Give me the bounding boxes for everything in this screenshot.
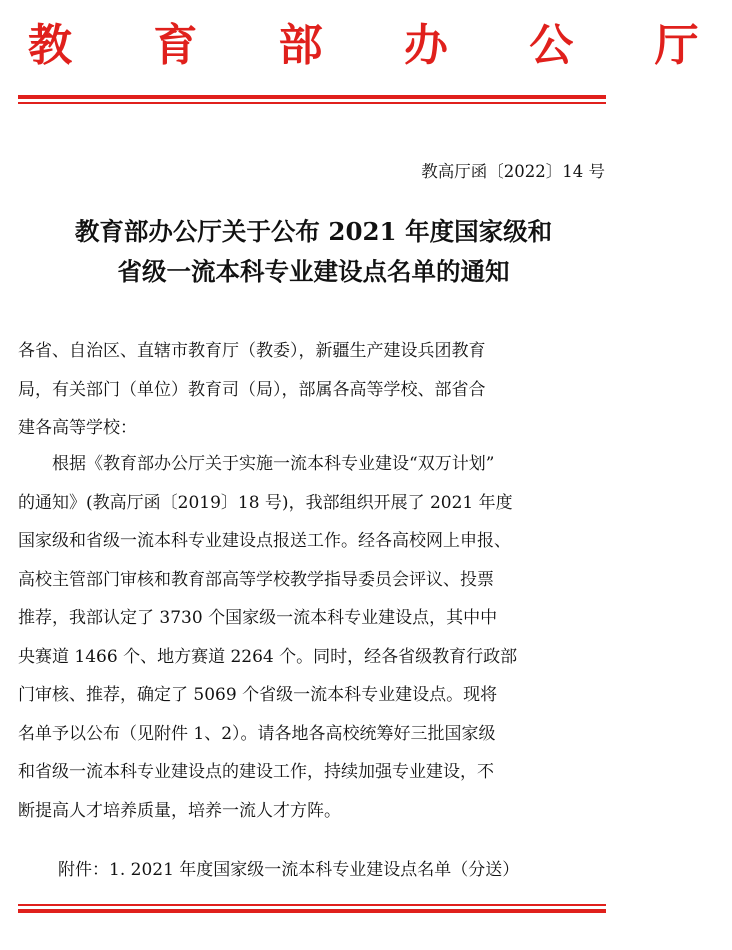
paragraph-line: 国家级和省级一流本科专业建设点报送工作。经各高校网上申报、 (18, 531, 511, 551)
document-title (0, 212, 627, 292)
masthead-divider-thick (18, 95, 606, 99)
paragraph-line: 推荐，我部认定了 3730 个国家级一流本科专业建设点，其中中 (18, 608, 498, 628)
paragraph-line: 高校主管部门审核和教育部高等学校教学指导委员会评议、投票 (18, 569, 494, 590)
document-number: 教高厅函〔2022〕14 号 (421, 162, 605, 181)
paragraph-line: 名单予以公布（见附件 1、2）。请各地各高校统筹好三批国家级 (18, 723, 496, 744)
document-masthead: 教 育 部 办 公 厅 (28, 20, 732, 71)
masthead-divider-thin (18, 102, 606, 104)
paragraph-line: 的通知》(教高厅函〔2019〕18 号)，我部组织开展了 2021 年度 (18, 492, 513, 513)
paragraph-line: 根据《教育部办公厅关于实施一流本科专业建设“双万计划” (18, 454, 495, 474)
addressee-line: 局，有关部门（单位）教育司（局），部属各高等学校、部省合 (18, 379, 486, 400)
paragraph-line: 和省级一流本科专业建设点的建设工作，持续加强专业建设，不 (18, 762, 494, 782)
addressee-block (18, 332, 612, 448)
footer-divider-thin (18, 904, 606, 906)
attachment-note: 附件：1. 2021 年度国家级一流本科专业建设点名单（分送） (58, 860, 520, 880)
title-line: 教育部办公厅关于公布 2021 年度国家级和 (74, 217, 553, 246)
paragraph-line: 门审核、推荐，确定了 5069 个省级一流本科专业建设点。现将 (18, 685, 498, 705)
addressee-line: 建各高等学校： (18, 418, 137, 438)
addressee-line: 各省、自治区、直辖市教育厅（教委），新疆生产建设兵团教育 (18, 341, 486, 361)
footer-divider-thick (18, 909, 606, 913)
title-line: 省级一流本科专业建设点名单的通知 (117, 257, 510, 286)
paragraph-line: 央赛道 1466 个、地方赛道 2264 个。同时，经各省级教育行政部 (18, 646, 518, 667)
body-paragraph (18, 445, 612, 830)
paragraph-line: 断提高人才培养质量，培养一流人才方阵。 (18, 800, 341, 821)
